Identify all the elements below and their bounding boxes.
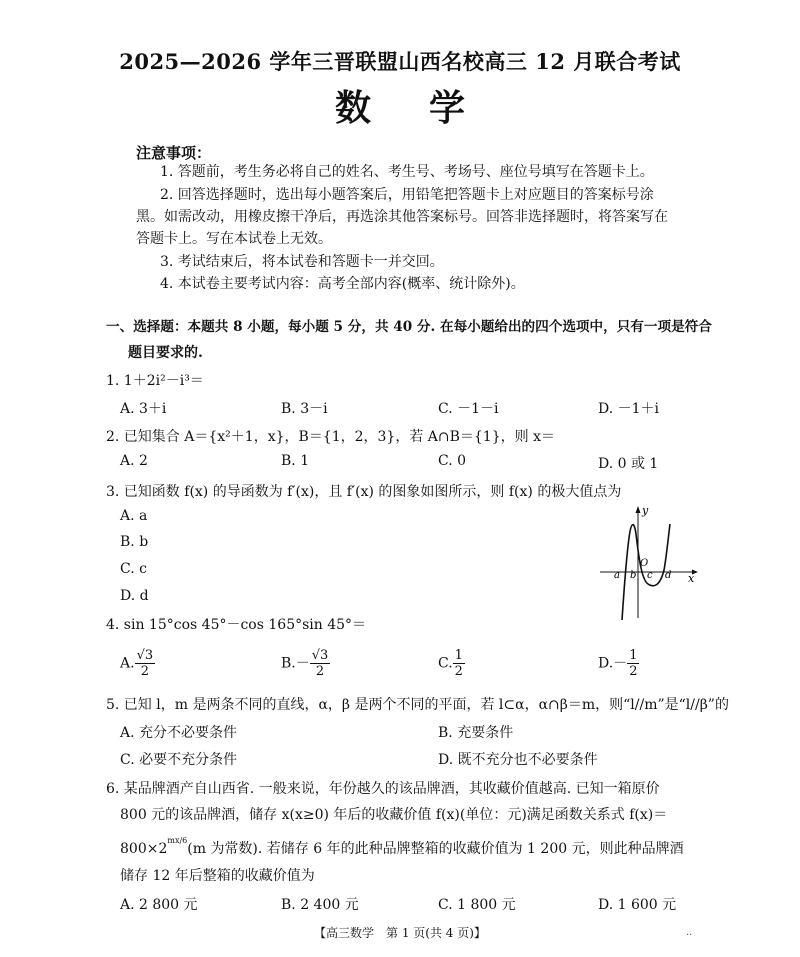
point-label-a: a [614,570,620,581]
section-heading-cont: 题目要求的. [128,345,203,361]
q2-option-d: D. 0 或 1 [598,456,659,472]
note-2-cont: 黑。如需改动，用橡皮擦干净后，再选涂其他答案标号。回答非选择题时，将答案写在 [136,209,668,225]
q2-stem: 2. 已知集合 A＝{x²＋1，x}，B＝{1，2，3}，若 A∩B＝{1}，则 x＝ [106,429,555,445]
q3-option-c: C. c [120,561,147,577]
y-axis-arrow [636,506,641,513]
q4-d-fraction [627,648,639,679]
page-footer: 【高三数学 第 1 页(共 4 页)】 [314,926,486,940]
q6-line-4: 储存 12 年后整箱的收藏价值为 [120,868,315,884]
q4-b-num: √3 [311,648,329,663]
note-2-end: 答题卡上。写在本试卷上无效。 [136,231,332,247]
section-heading: 一、选择题：本题共 8 小题，每小题 5 分，共 40 分. 在每小题给出的四个选项中，只有一项是符合 [106,319,712,335]
q4-a-num: √3 [136,648,154,663]
q5-stem: 5. 已知 l，m 是两条不同的直线，α，β 是两个不同的平面，若 l⊂α，α∩β＝m，则“l//m”是“l//β”的 [106,697,729,713]
q4-b-fraction [310,648,331,679]
origin-label: O [640,558,649,569]
axis-label-x: x [688,572,695,585]
q4-a-label: A. [120,655,135,672]
q4-d-label: D. [598,655,614,672]
q1-stem: 1. 1＋2i²－i³＝ [106,373,204,389]
q4-a-fraction [135,648,156,679]
q5-option-d: D. 既不充分也不必要条件 [438,752,598,768]
notes-heading: 注意事项： [136,144,212,162]
corner-mark: ·· [686,930,693,941]
q3-option-a: A. a [120,508,148,524]
q4-stem: 4. sin 15°cos 45°－cos 165°sin 45°＝ [106,617,367,633]
q6-option-d: D. 1 600 元 [598,897,677,913]
q3-stem: 3. 已知函数 f(x) 的导函数为 f′(x)，且 f′(x) 的图象如图所示，则 f(x) 的极大值点为 [106,484,622,500]
q5-option-b: B. 充要条件 [438,725,514,741]
note-4: 4. 本试卷主要考试内容：高考全部内容(概率、统计除外)。 [160,276,525,292]
q1-option-d: D. －1＋i [598,401,660,417]
q4-d-sign: － [613,655,628,672]
q6-option-a: A. 2 800 元 [120,897,198,913]
q6-line-1: 6. 某品牌酒产自山西省. 一般来说，年份越久的该品牌酒，其收藏价值越高. 已知一箱原价 [106,781,660,797]
note-1: 1. 答题前，考生务必将自己的姓名、考生号、考场号、座位号填写在答题卡上。 [160,164,654,180]
subject-title [0,80,800,131]
q1-option-b: B. 3－i [281,401,328,417]
q6-line-3-rest: (m 为常数). 若储存 6 年的此种品牌整箱的收藏价值为 1 200 元，则此种品牌酒 [187,841,684,857]
q4-b-sign: － [295,655,310,672]
q4-a-den: 2 [140,664,149,679]
q4-c-den: 2 [454,664,463,679]
subject-char-2: 学 [429,87,466,129]
q4-b-label: B. [281,655,296,672]
q4-c-fraction [453,648,465,679]
q6-base: 800×2 [120,841,168,857]
q2-option-c: C. 0 [438,453,467,469]
q4-option-b [281,648,330,679]
q6-option-c: C. 1 800 元 [438,897,516,913]
q3-option-d: D. d [120,588,149,604]
q4-c-num: 1 [454,648,463,663]
q1-option-a: A. 3＋i [120,401,167,417]
q5-option-a: A. 充分不必要条件 [120,725,238,741]
q4-d-den: 2 [629,664,638,679]
q1-option-c: C. －1－i [438,401,499,417]
q2-option-a: A. 2 [120,453,148,469]
derivative-graph [598,500,702,620]
point-label-c: c [647,570,653,581]
axis-label-y: y [642,504,649,517]
q4-d-num: 1 [629,648,638,663]
q4-b-den: 2 [315,664,325,679]
q6-exponent: mx/6 [167,836,188,846]
subject-char-1: 数 [334,87,371,129]
q2-option-b: B. 1 [281,453,310,469]
note-2: 2. 回答选择题时，选出每小题答案后，用铅笔把答题卡上对应题目的答案标号涂 [160,187,654,203]
q4-option-c [438,648,465,679]
q4-option-d [598,648,639,679]
point-label-b: b [630,570,637,581]
q4-option-a [120,648,155,679]
point-label-d: d [665,570,672,581]
exam-title: 2025—2026 学年三晋联盟山西名校高三 12 月联合考试 [119,49,681,74]
q6-line-3 [120,838,684,858]
q6-line-2: 800 元的该品牌酒，储存 x(x≥0) 年后的收藏价值 f(x)(单位：元)满足函数关系式 f(x)＝ [120,807,668,823]
q6-option-b: B. 2 400 元 [281,897,359,913]
q4-c-label: C. [438,655,453,672]
q5-option-c: C. 必要不充分条件 [120,752,238,768]
note-3: 3. 考试结束后，将本试卷和答题卡一并交回。 [160,254,444,270]
q3-option-b: B. b [120,534,149,550]
